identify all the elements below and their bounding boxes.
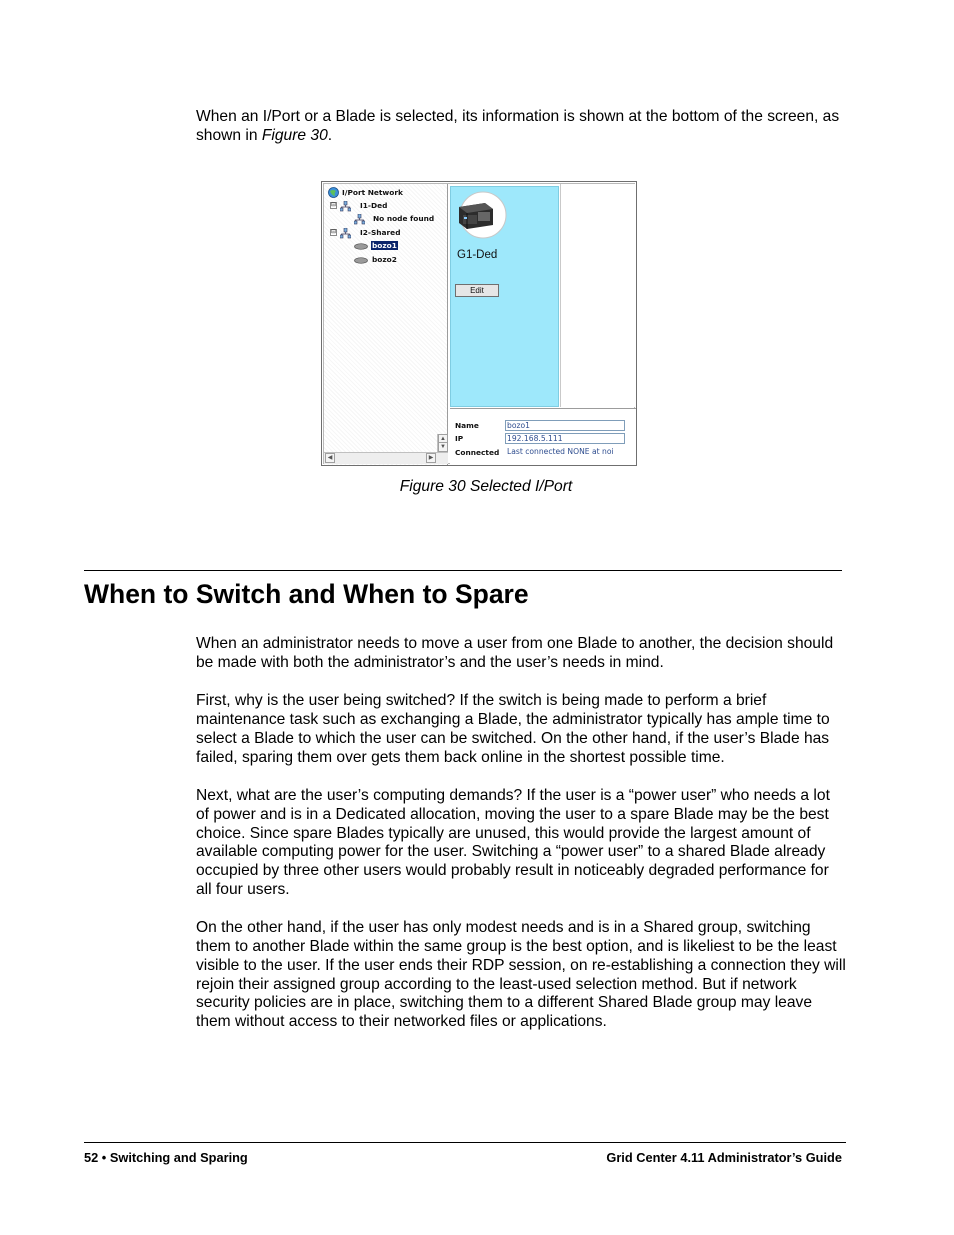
tree-item-i1-ded[interactable]: I1-Ded bbox=[360, 201, 388, 210]
tree-item-iport-network[interactable]: I/Port Network bbox=[342, 188, 403, 197]
network-globe-icon bbox=[328, 187, 339, 198]
node-icon bbox=[354, 214, 365, 225]
name-label: Name bbox=[455, 421, 479, 430]
tree-item-i2-shared[interactable]: I2-Shared bbox=[360, 228, 401, 237]
section-heading: When to Switch and When to Spare bbox=[84, 579, 529, 609]
footer-divider bbox=[84, 1142, 846, 1143]
connected-field[interactable]: Last connected NONE at noi bbox=[507, 447, 614, 456]
edit-button[interactable]: Edit bbox=[455, 284, 499, 297]
scroll-down-icon[interactable]: ▼ bbox=[438, 442, 448, 452]
iport-tree-pane bbox=[324, 184, 448, 465]
paragraph: Next, what are the user’s computing demands? If the user is a “power user” who needs a lot of power and is in a Dedicated allocation, moving the user to a spare Blade may be the best choice. Since spare Blades typically are unused, this would provide the largest amount of available computing power for the user. Switching a “power user” to a shared Blade already occupied by three other users would probably result in noticeably degraded performance for all four users. bbox=[196, 787, 830, 898]
tree-horizontal-scrollbar[interactable] bbox=[324, 452, 448, 464]
figure-caption: Figure 30 Selected I/Port bbox=[399, 478, 573, 495]
figure-reference: Figure 30 bbox=[261, 126, 328, 144]
ip-field[interactable]: 192.168.5.111 bbox=[505, 433, 625, 444]
figure-30-screenshot bbox=[321, 181, 637, 466]
paragraph: First, why is the user being switched? If the switch is being made to perform a brief maintenance task such as exchanging a Blade, the administrator typically has ample time to select a Blade to which the user can be switched. On the other hand, if the user’s Blade has failed, sparing them over gets them back online in the shortest possible time. bbox=[196, 692, 830, 766]
empty-content-pane bbox=[560, 184, 636, 407]
expander-i2-shared[interactable]: ⊟ bbox=[331, 229, 337, 235]
expander-i1-ded[interactable]: ⊟ bbox=[331, 202, 337, 208]
section-body bbox=[196, 635, 846, 1052]
intro-text-end: . bbox=[327, 126, 333, 144]
tree-vertical-scrollbar[interactable] bbox=[437, 434, 447, 452]
group-network-icon bbox=[340, 201, 351, 212]
connected-label: Connected bbox=[455, 448, 500, 457]
tree-item-bozo1[interactable] bbox=[371, 240, 398, 252]
blade-icon bbox=[354, 257, 368, 264]
paragraph: When an administrator needs to move a user from one Blade to another, the decision should be made with both the administrator’s and the user’s needs in mind. bbox=[196, 635, 834, 671]
footer-page-section: 52 • Switching and Sparing bbox=[84, 1150, 248, 1165]
tree-item-no-node-found[interactable]: No node found bbox=[373, 214, 435, 223]
scroll-left-icon[interactable]: ◀ bbox=[325, 453, 335, 463]
section-divider bbox=[84, 570, 842, 571]
selected-item-info-panel bbox=[450, 408, 636, 465]
blade-icon bbox=[354, 243, 368, 250]
intro-paragraph bbox=[196, 108, 846, 145]
scroll-up-icon[interactable]: ▲ bbox=[438, 434, 448, 444]
group-detail-pane bbox=[450, 186, 559, 407]
scroll-right-icon[interactable]: ▶ bbox=[426, 453, 436, 463]
intro-text: When an I/Port or a Blade is selected, its information is shown at the bottom of the screen, as shown in bbox=[196, 108, 840, 144]
ip-label: IP bbox=[455, 434, 464, 443]
figure-frame bbox=[323, 183, 635, 464]
group-network-icon bbox=[340, 228, 351, 239]
paragraph: On the other hand, if the user has only modest needs and is in a Shared group, switching them to another Blade within the same group is the best option, and is likeliest to be the least visible to the user. If the user ends their RDP session, on re-establishing a connection they will rejoin their assigned group according to the least-used selection method. But if network security policies are in place, switching them to a different Shared Blade group may leave them without access to their networked files or applications. bbox=[196, 919, 846, 1030]
selected-blade-label: bozo1 bbox=[372, 241, 397, 250]
group-name-label: G1-Ded bbox=[457, 249, 498, 261]
blade-chassis-icon bbox=[455, 191, 507, 241]
footer-book-title: Grid Center 4.11 Administrator’s Guide bbox=[606, 1150, 842, 1165]
tree-item-bozo2[interactable]: bozo2 bbox=[372, 255, 397, 264]
name-field[interactable]: bozo1 bbox=[505, 420, 625, 431]
